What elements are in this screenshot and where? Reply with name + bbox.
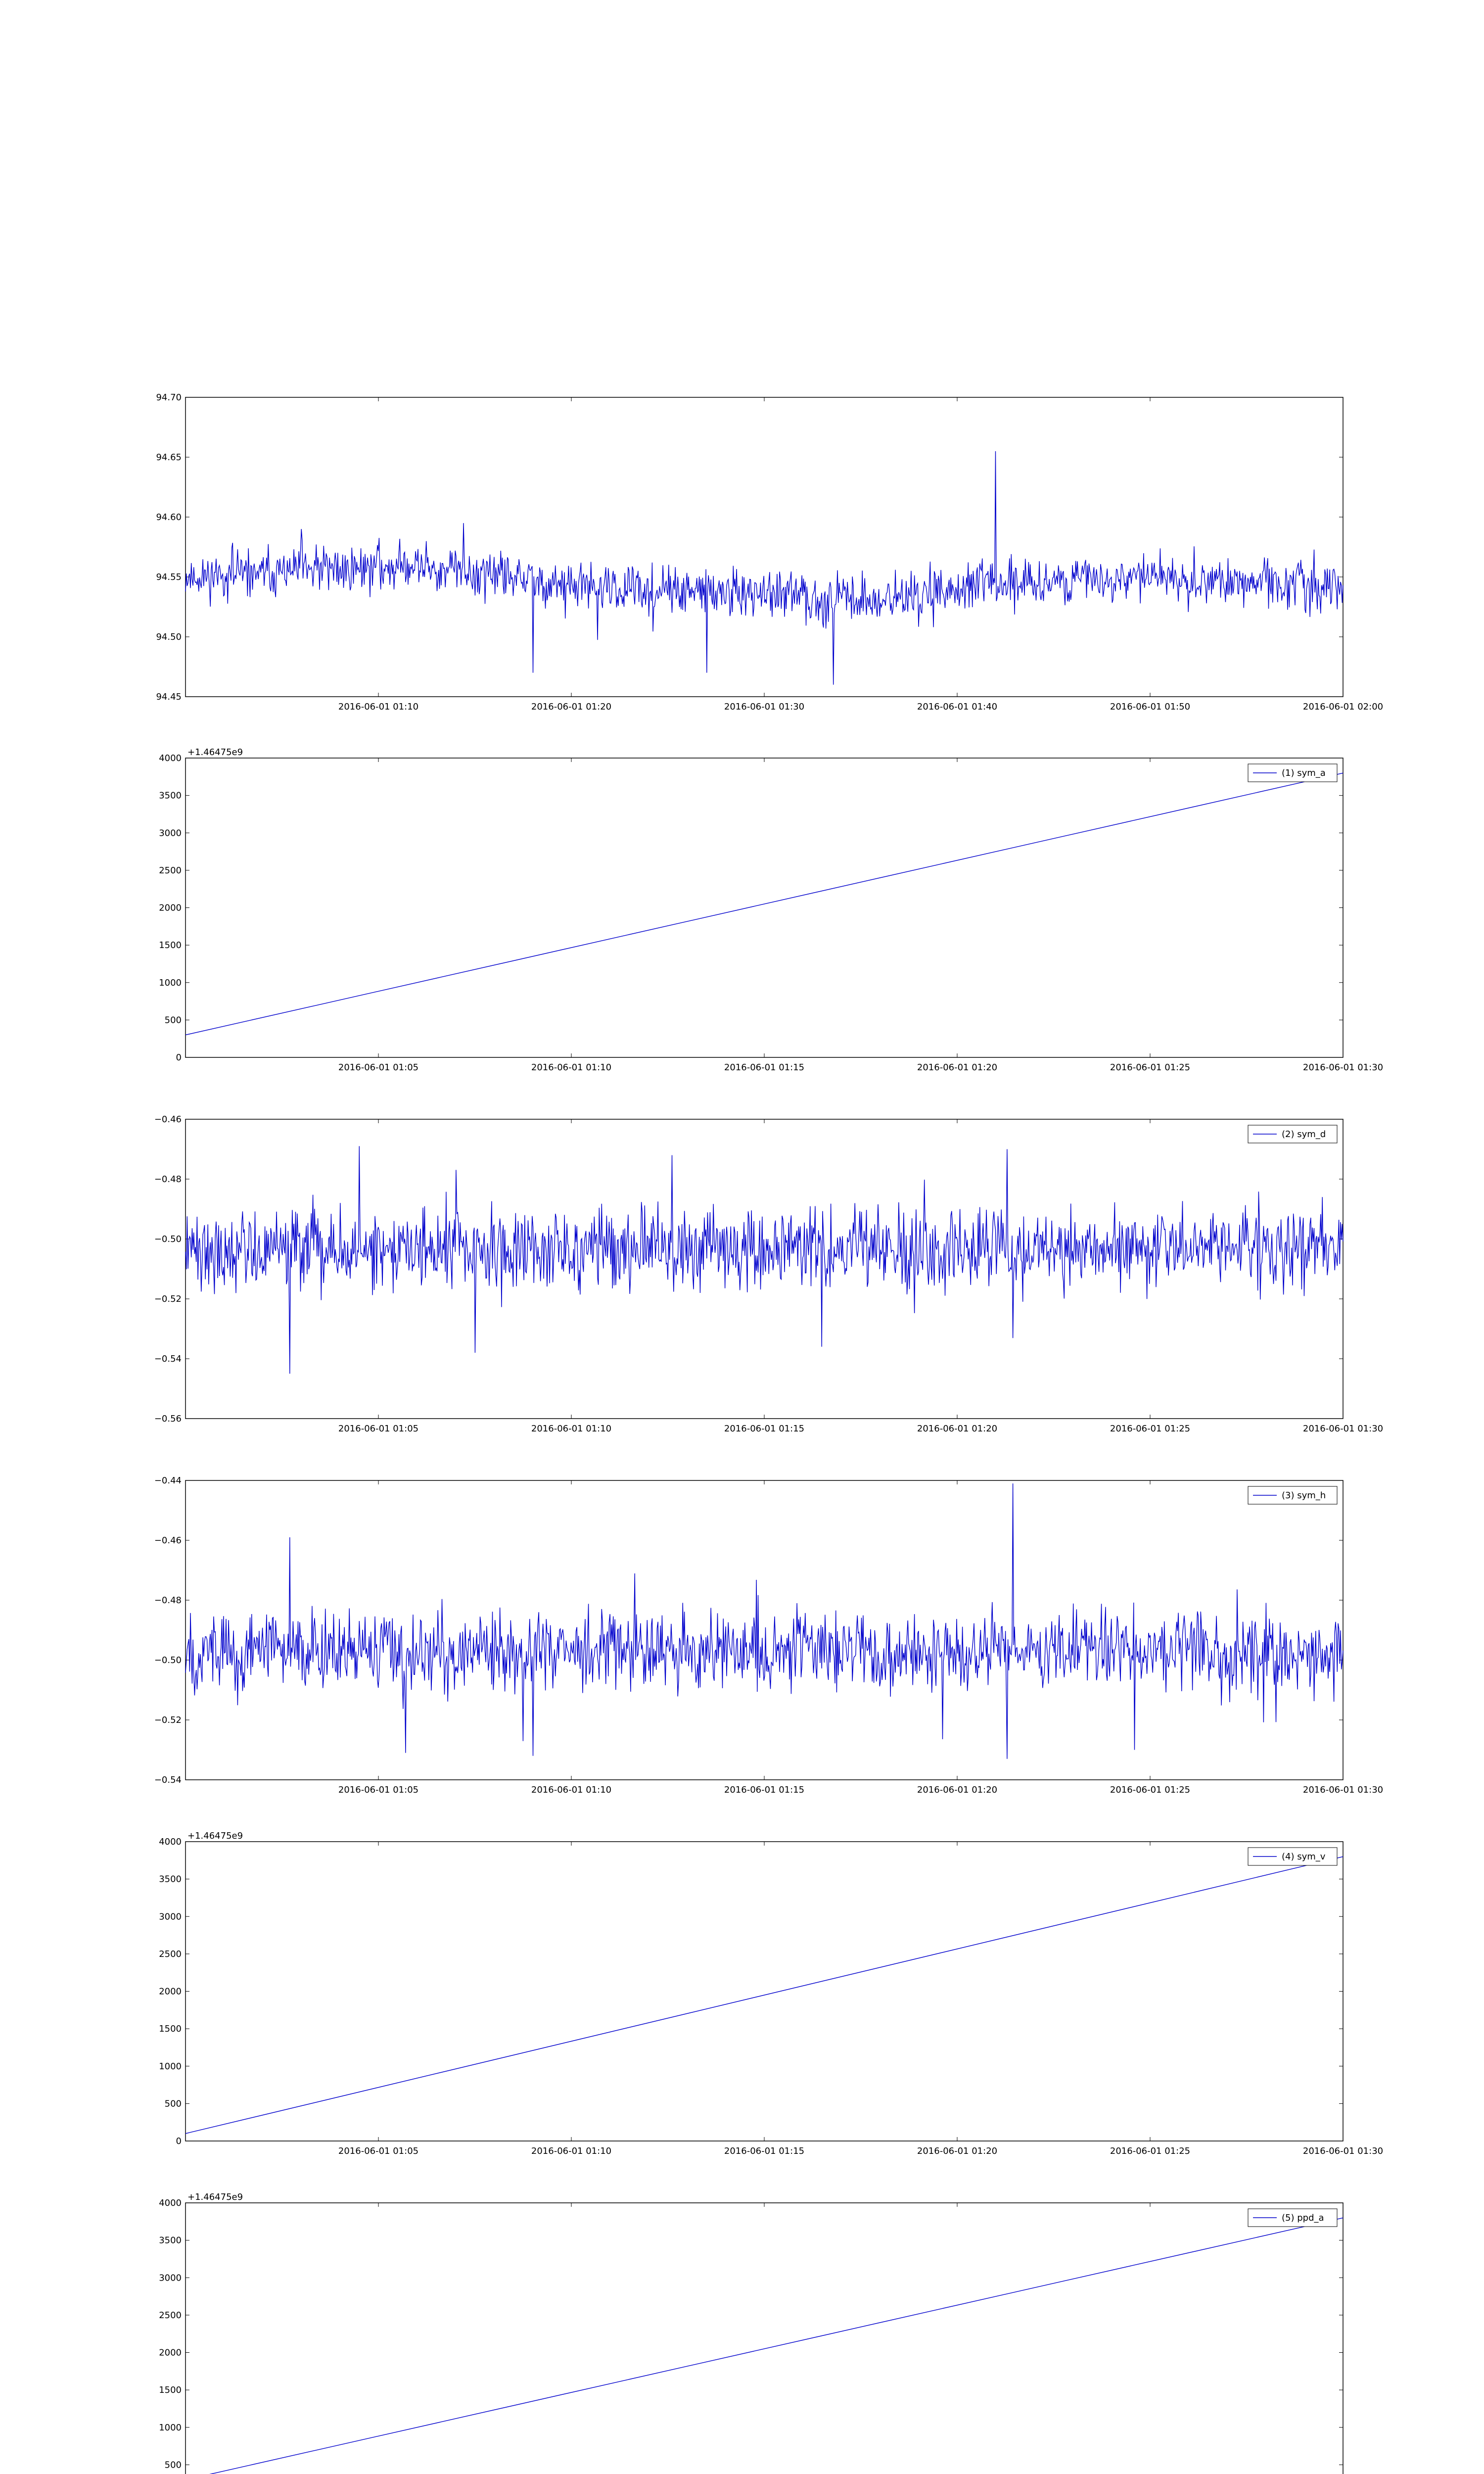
series-line	[186, 451, 1343, 685]
y-tick-label: 1000	[159, 977, 182, 988]
y-tick-label: 0	[176, 2136, 182, 2146]
y-tick-label: −0.54	[154, 1354, 182, 1364]
legend	[1248, 2209, 1337, 2227]
y-tick-label: 500	[164, 2098, 182, 2109]
y-tick-label: 3500	[159, 790, 182, 801]
y-tick-label: 2000	[159, 2347, 182, 2358]
y-tick-label: 4000	[159, 753, 182, 763]
y-tick-label: 0	[176, 1052, 182, 1063]
x-tick-label: 2016-06-01 01:25	[1110, 1062, 1191, 1073]
x-tick-label: 2016-06-01 01:25	[1110, 2146, 1191, 2156]
x-tick-label: 2016-06-01 01:20	[917, 1062, 998, 1073]
y-tick-label: −0.56	[154, 1414, 182, 1424]
x-tick-label: 2016-06-01 01:30	[1302, 1062, 1384, 1073]
y-tick-label: 4000	[159, 2198, 182, 2208]
x-tick-label: 2016-06-01 01:40	[917, 702, 998, 712]
y-tick-label: −0.48	[154, 1595, 182, 1606]
y-tick-label: 2500	[159, 865, 182, 876]
series-line	[186, 1146, 1343, 1374]
y-tick-label: 4000	[159, 1837, 182, 1847]
x-tick-label: 2016-06-01 01:30	[1302, 2146, 1384, 2156]
y-tick-label: −0.44	[154, 1475, 182, 1486]
y-tick-label: 3000	[159, 1911, 182, 1922]
y-tick-label: 2500	[159, 2310, 182, 2321]
legend-label: (1) sym_a	[1282, 768, 1326, 778]
x-tick-label: 2016-06-01 01:30	[724, 702, 805, 712]
legend-label: (5) ppd_a	[1282, 2213, 1324, 2223]
axes-frame	[186, 2203, 1343, 2474]
y-tick-label: −0.52	[154, 1294, 182, 1304]
x-tick-label: 2016-06-01 01:30	[1302, 1424, 1384, 1434]
series-line	[186, 1483, 1343, 1759]
x-tick-label: 2016-06-01 01:10	[338, 702, 419, 712]
x-tick-label: 2016-06-01 02:00	[1302, 702, 1384, 712]
y-tick-label: −0.52	[154, 1715, 182, 1725]
subplot-1	[156, 392, 1383, 712]
y-tick-label: 94.45	[156, 692, 182, 702]
x-tick-label: 2016-06-01 01:30	[1302, 1785, 1384, 1795]
y-tick-label: 3000	[159, 828, 182, 839]
y-tick-label: −0.54	[154, 1775, 182, 1785]
subplot-2	[159, 747, 1383, 1073]
y-tick-label: −0.46	[154, 1114, 182, 1125]
series-line	[186, 1856, 1343, 2134]
y-tick-label: 1500	[159, 2024, 182, 2035]
y-tick-label: 500	[164, 1015, 182, 1026]
y-tick-label: 94.60	[156, 512, 182, 523]
y-tick-label: 2000	[159, 1986, 182, 1997]
axes-frame	[186, 758, 1343, 1057]
y-tick-label: 1500	[159, 2385, 182, 2396]
y-tick-label: 1000	[159, 2061, 182, 2072]
series-line	[186, 2218, 1343, 2474]
y-tick-label: 3500	[159, 1874, 182, 1885]
series-line	[186, 773, 1343, 1035]
y-tick-label: 2500	[159, 1949, 182, 1959]
y-tick-label: −0.46	[154, 1535, 182, 1546]
y-tick-label: 3000	[159, 2273, 182, 2284]
x-tick-label: 2016-06-01 01:25	[1110, 1785, 1191, 1795]
y-tick-label: −0.50	[154, 1234, 182, 1244]
x-tick-label: 2016-06-01 01:15	[724, 1785, 805, 1795]
legend	[1248, 1125, 1337, 1143]
x-tick-label: 2016-06-01 01:10	[531, 1424, 612, 1434]
axes-frame	[186, 397, 1343, 697]
x-tick-label: 2016-06-01 01:25	[1110, 1424, 1191, 1434]
x-tick-label: 2016-06-01 01:20	[917, 1424, 998, 1434]
x-tick-label: 2016-06-01 01:10	[531, 2146, 612, 2156]
y-tick-label: 1000	[159, 2422, 182, 2433]
x-tick-label: 2016-06-01 01:05	[338, 1062, 419, 1073]
x-tick-label: 2016-06-01 01:15	[724, 1424, 805, 1434]
offset-text: +1.46475e9	[187, 1831, 243, 1841]
subplot-3	[154, 1114, 1383, 1434]
y-tick-label: 94.50	[156, 632, 182, 642]
subplot-6	[159, 2192, 1383, 2474]
y-tick-label: 3500	[159, 2235, 182, 2246]
y-tick-label: 500	[164, 2460, 182, 2471]
x-tick-label: 2016-06-01 01:05	[338, 1424, 419, 1434]
legend-label: (4) sym_v	[1282, 1852, 1326, 1862]
y-tick-label: 2000	[159, 903, 182, 913]
legend	[1248, 1848, 1337, 1865]
x-tick-label: 2016-06-01 01:20	[531, 702, 612, 712]
x-tick-label: 2016-06-01 01:10	[531, 1062, 612, 1073]
legend	[1248, 764, 1337, 782]
x-tick-label: 2016-06-01 01:20	[917, 1785, 998, 1795]
offset-text: +1.46475e9	[187, 747, 243, 758]
subplot-5	[159, 1831, 1383, 2156]
subplot-4	[154, 1475, 1383, 1795]
x-tick-label: 2016-06-01 01:05	[338, 1785, 419, 1795]
legend-label: (3) sym_h	[1282, 1490, 1326, 1501]
x-tick-label: 2016-06-01 01:15	[724, 1062, 805, 1073]
x-tick-label: 2016-06-01 01:10	[531, 1785, 612, 1795]
axes-frame	[186, 1842, 1343, 2141]
x-tick-label: 2016-06-01 01:20	[917, 2146, 998, 2156]
x-tick-label: 2016-06-01 01:05	[338, 2146, 419, 2156]
y-tick-label: 94.65	[156, 452, 182, 463]
legend-label: (2) sym_d	[1282, 1129, 1326, 1140]
x-tick-label: 2016-06-01 01:50	[1110, 702, 1191, 712]
y-tick-label: 1500	[159, 940, 182, 951]
x-tick-label: 2016-06-01 01:15	[724, 2146, 805, 2156]
y-tick-label: 94.55	[156, 572, 182, 582]
offset-text: +1.46475e9	[187, 2192, 243, 2202]
legend	[1248, 1486, 1337, 1504]
y-tick-label: −0.50	[154, 1655, 182, 1665]
y-tick-label: 94.70	[156, 392, 182, 403]
y-tick-label: −0.48	[154, 1174, 182, 1185]
